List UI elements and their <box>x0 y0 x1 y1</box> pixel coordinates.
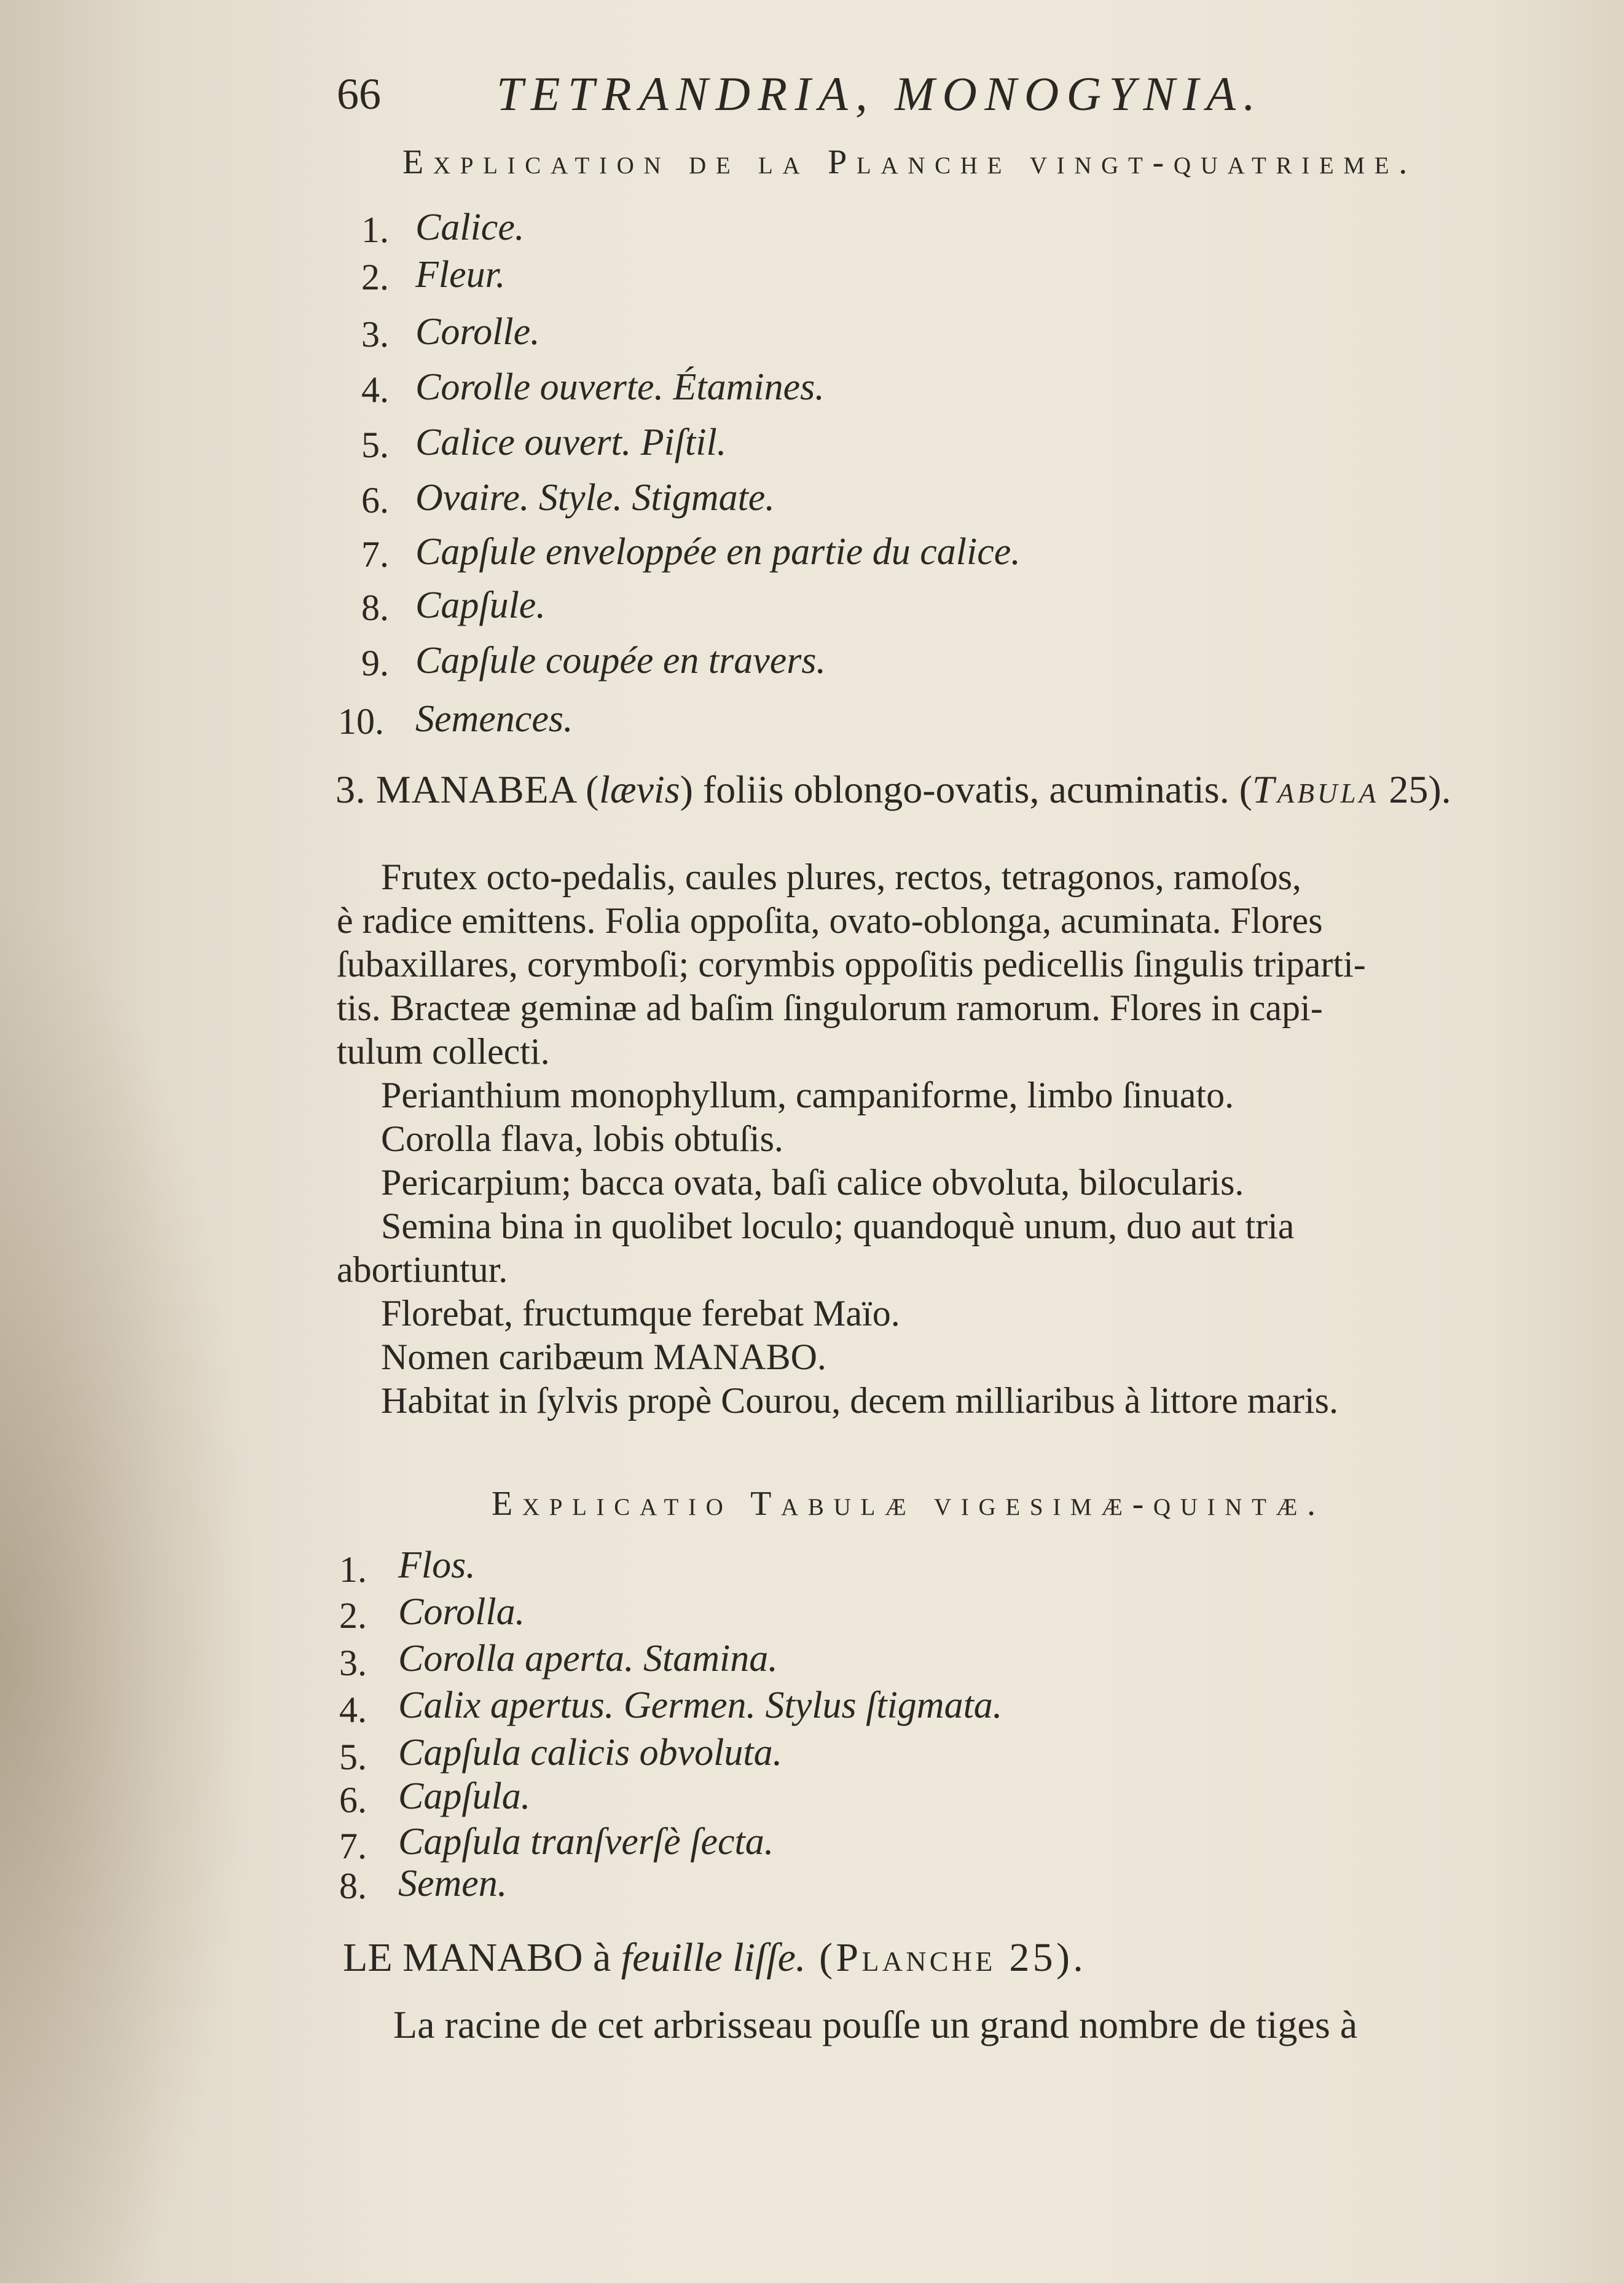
french-title-planche: (Planche 25). <box>806 1935 1086 1980</box>
text-line: tulum collecti. <box>337 1031 550 1072</box>
list-item-text: Corolla. <box>398 1591 525 1633</box>
species-epithet: lævis <box>599 768 680 811</box>
text-line: Perianthium monophyllum, campaniforme, limbo ſinuato. <box>381 1075 1234 1115</box>
text-line: Frutex octo-pedalis, caules plures, rectos, tetragonos, ramoſos, <box>381 857 1301 897</box>
list-item-number: 4. <box>339 1689 367 1730</box>
list-item-text: Capſule enveloppée en partie du calice. <box>415 531 1021 573</box>
list-item-number: 3. <box>339 1643 367 1683</box>
list-item-text: Capſule. <box>415 584 546 626</box>
latin-description <box>337 855 1566 1423</box>
list-item-text: Calix apertus. Germen. Stylus ſtigmata. <box>398 1684 1003 1726</box>
list-item-text: Ovaire. Style. Stigmate. <box>415 477 775 519</box>
list-item-number: 2. <box>339 1595 367 1636</box>
text-line: ſubaxillares, corymboſi; corymbis oppoſitis pedicellis ſingulis triparti- <box>337 944 1366 984</box>
list-item-text: Corolla aperta. Stamina. <box>398 1638 778 1680</box>
list-item-number: 6. <box>339 1780 367 1820</box>
text-line: Pericarpium; bacca ovata, baſi calice obvoluta, bilocularis. <box>381 1162 1244 1203</box>
list-item-text: Semences. <box>415 698 573 740</box>
list-item-number: 7. <box>361 534 389 575</box>
list-item-number: 10. <box>338 701 384 742</box>
explication-planche-heading: Explication de la Planche vingt-quatrieme. <box>402 143 1417 181</box>
list-item-number: 2. <box>361 257 389 297</box>
list-item-text: Capſula calicis obvoluta. <box>398 1732 783 1774</box>
list-item-number: 5. <box>339 1737 367 1777</box>
list-item-number: 9. <box>361 643 389 683</box>
text-line: è radice emittens. Folia oppoſita, ovato-oblonga, acuminata. Flores <box>337 900 1323 941</box>
list-item-text: Calice ouvert. Piſtil. <box>415 422 727 463</box>
list-item-number: 4. <box>361 369 389 410</box>
species-tabula-number: 25). <box>1379 768 1451 811</box>
list-item-text: Capſula. <box>398 1775 531 1817</box>
species-tabula: Tabula <box>1252 768 1379 811</box>
explicatio-tabulae-heading: Explicatio Tabulæ vigesimæ-quintæ. <box>492 1485 1325 1523</box>
list-item-text: Calice. <box>415 206 525 248</box>
list-item-text: Flos. <box>398 1544 476 1586</box>
list-item-number: 8. <box>339 1866 367 1906</box>
text-line: Habitat in ſylvis propè Courou, decem milliaribus à littore maris. <box>381 1380 1339 1421</box>
french-title-prefix: LE MANABO à <box>343 1935 621 1980</box>
text-line: tis. Bracteæ geminæ ad baſim ſingulorum ramorum. Flores in capi- <box>337 988 1323 1028</box>
list-item-number: 8. <box>361 587 389 628</box>
final-text-line: La racine de cet arbrisseau pouſſe un grand nombre de tiges à <box>393 2003 1358 2046</box>
page-number: 66 <box>337 69 381 119</box>
text-line: Corolla flava, lobis obtuſis. <box>381 1118 783 1159</box>
french-species-title <box>343 1935 1086 1981</box>
list-item-text: Semen. <box>398 1863 508 1904</box>
list-item-number: 3. <box>361 314 389 355</box>
list-item-text: Capſule coupée en travers. <box>415 640 826 682</box>
list-item-number: 1. <box>339 1549 367 1590</box>
text-line: Nomen caribæum MANABO. <box>381 1337 826 1377</box>
species-title <box>335 767 1451 812</box>
text-line: Florebat, fructumque ferebat Maïo. <box>381 1293 900 1334</box>
text-line: abortiuntur. <box>337 1249 508 1290</box>
list-item-number: 5. <box>361 425 389 465</box>
list-item-text: Fleur. <box>415 254 506 296</box>
list-item-text: Corolle. <box>415 311 540 353</box>
species-description: ) foliis oblongo-ovatis, acuminatis. ( <box>680 768 1252 811</box>
french-title-italic: feuille liſſe. <box>621 1935 806 1980</box>
list-item-number: 7. <box>339 1826 367 1866</box>
list-item-text: Corolle ouverte. Étamines. <box>415 366 825 408</box>
species-prefix: 3. MANABEA ( <box>335 768 600 811</box>
list-item-text: Capſula tranſverſè ſecta. <box>398 1821 774 1863</box>
running-title: TETRANDRIA, MONOGYNIA. <box>496 67 1263 120</box>
list-item-number: 1. <box>361 210 389 250</box>
text-line: Semina bina in quolibet loculo; quandoquè unum, duo aut tria <box>381 1206 1295 1246</box>
list-item-number: 6. <box>361 480 389 521</box>
